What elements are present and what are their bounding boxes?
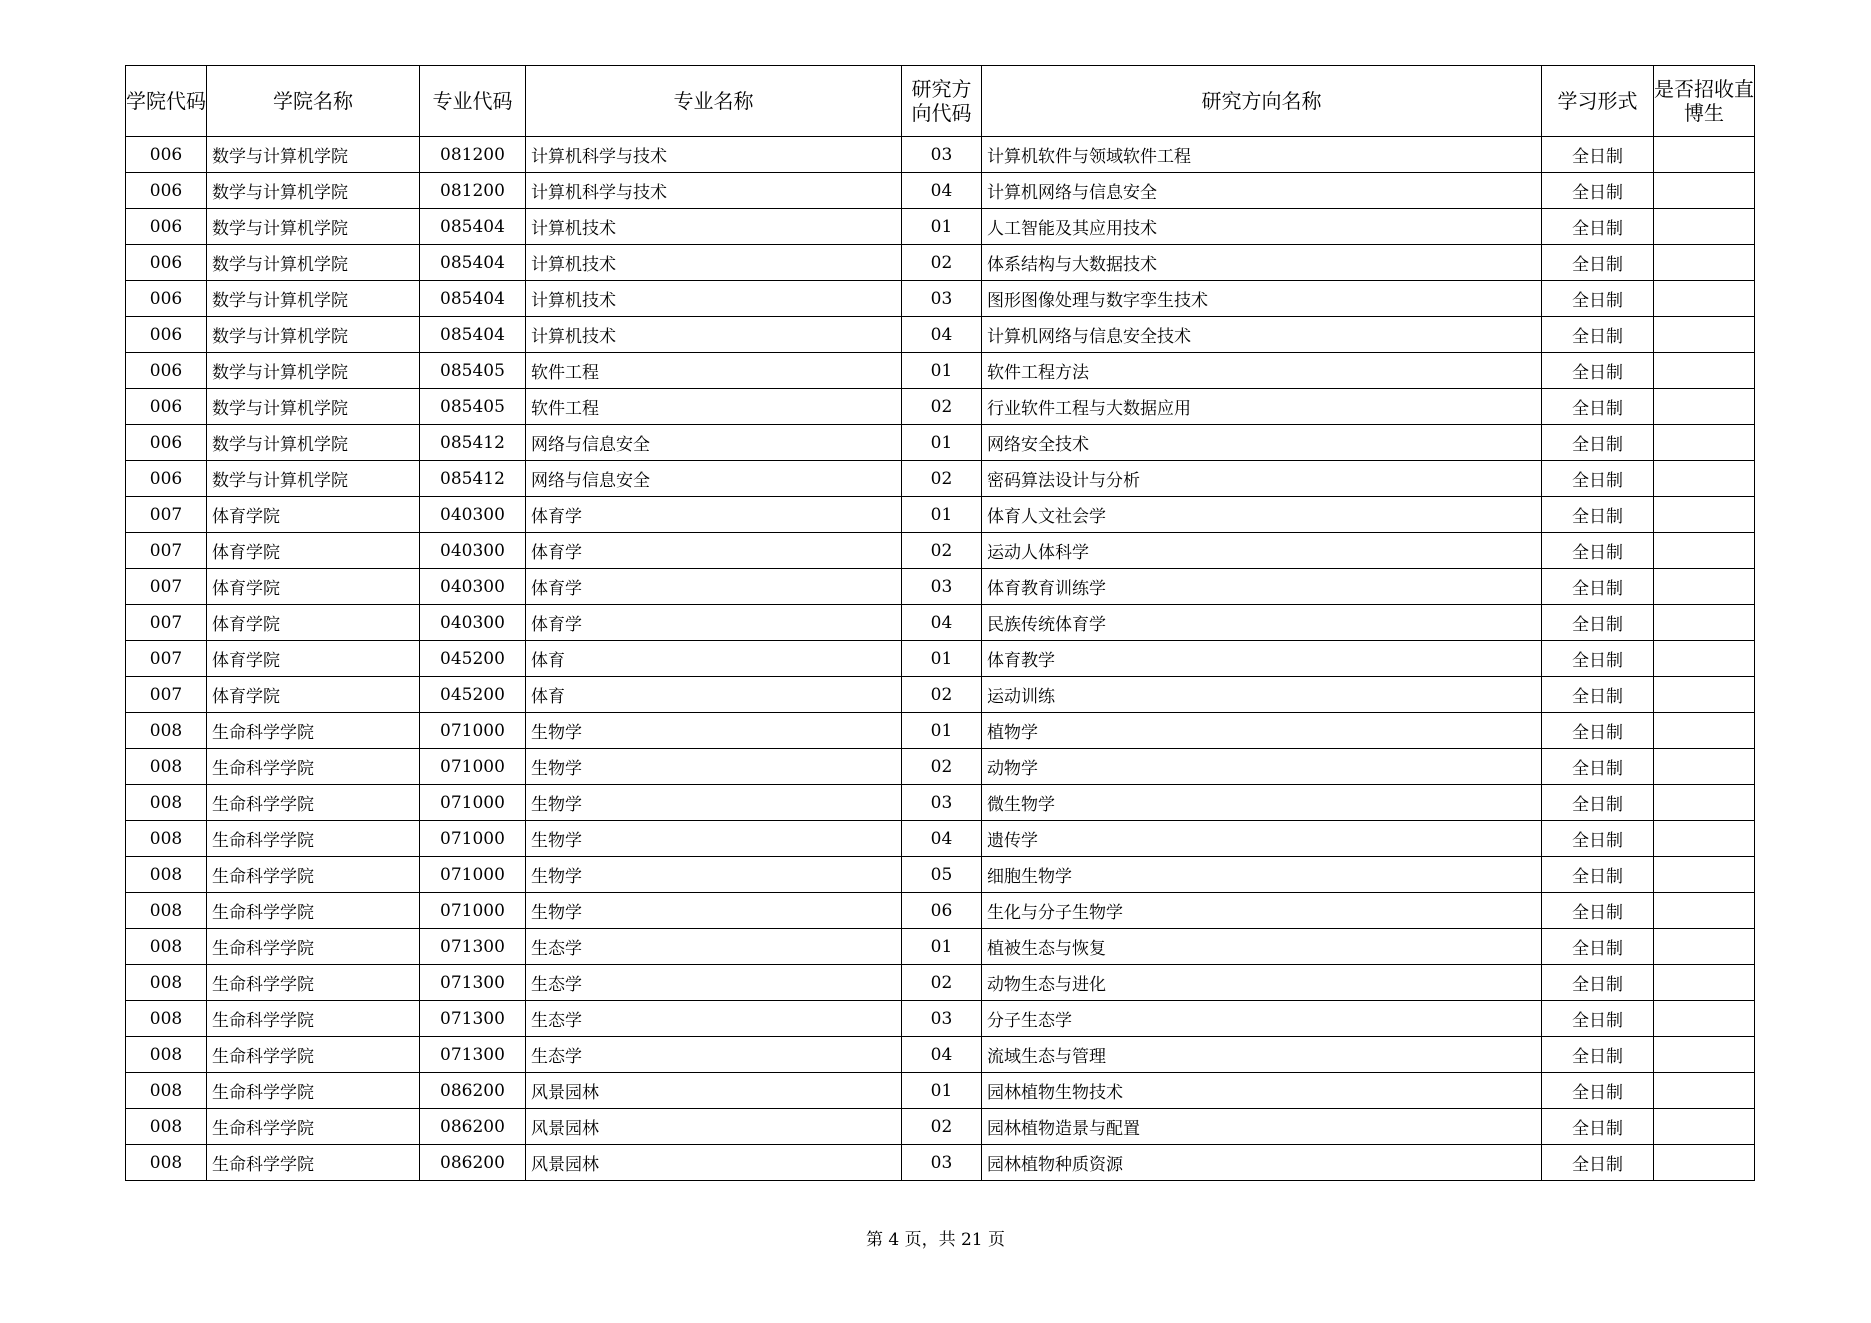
table-row <box>126 497 1755 533</box>
direction-code-cell: 01 <box>902 641 982 677</box>
direction-name-cell: 植被生态与恢复 <box>982 929 1542 965</box>
table-row <box>126 1037 1755 1073</box>
direct-phd-cell <box>1654 1145 1755 1181</box>
major-code-cell: 085412 <box>420 425 526 461</box>
college-name-cell: 生命科学学院 <box>207 857 420 893</box>
direct-phd-cell <box>1654 1037 1755 1073</box>
study-mode-cell: 全日制 <box>1542 965 1654 1001</box>
table-row <box>126 281 1755 317</box>
major-code-cell: 071000 <box>420 893 526 929</box>
table-row <box>126 173 1755 209</box>
college-code-cell: 006 <box>126 137 207 173</box>
major-name-cell: 体育学 <box>526 605 902 641</box>
study-mode-cell: 全日制 <box>1542 281 1654 317</box>
college-code-cell: 008 <box>126 1001 207 1037</box>
study-mode-cell: 全日制 <box>1542 1037 1654 1073</box>
direction-name-cell: 计算机网络与信息安全 <box>982 173 1542 209</box>
direct-phd-cell <box>1654 785 1755 821</box>
study-mode-cell: 全日制 <box>1542 1109 1654 1145</box>
major-name-cell: 计算机技术 <box>526 209 902 245</box>
direction-code-cell: 02 <box>902 1109 982 1145</box>
study-mode-cell: 全日制 <box>1542 245 1654 281</box>
college-code-cell: 007 <box>126 677 207 713</box>
direct-phd-cell <box>1654 497 1755 533</box>
direction-name-cell: 生化与分子生物学 <box>982 893 1542 929</box>
header-college-code: 学院代码 <box>126 66 207 137</box>
study-mode-cell: 全日制 <box>1542 497 1654 533</box>
direction-name-cell: 体育教学 <box>982 641 1542 677</box>
header-study-mode: 学习形式 <box>1542 66 1654 137</box>
major-code-cell: 040300 <box>420 605 526 641</box>
major-code-cell: 086200 <box>420 1109 526 1145</box>
direction-name-cell: 行业软件工程与大数据应用 <box>982 389 1542 425</box>
major-name-cell: 计算机技术 <box>526 245 902 281</box>
direction-name-cell: 园林植物造景与配置 <box>982 1109 1542 1145</box>
college-name-cell: 生命科学学院 <box>207 965 420 1001</box>
major-code-cell: 045200 <box>420 641 526 677</box>
major-code-cell: 071000 <box>420 713 526 749</box>
direction-code-cell: 04 <box>902 605 982 641</box>
major-name-cell: 生物学 <box>526 821 902 857</box>
college-code-cell: 007 <box>126 533 207 569</box>
college-name-cell: 数学与计算机学院 <box>207 461 420 497</box>
study-mode-cell: 全日制 <box>1542 1073 1654 1109</box>
direct-phd-cell <box>1654 281 1755 317</box>
table-row <box>126 929 1755 965</box>
direction-code-cell: 04 <box>902 173 982 209</box>
direction-code-cell: 03 <box>902 137 982 173</box>
major-name-cell: 计算机技术 <box>526 317 902 353</box>
college-code-cell: 006 <box>126 245 207 281</box>
direct-phd-cell <box>1654 1073 1755 1109</box>
study-mode-cell: 全日制 <box>1542 749 1654 785</box>
direction-name-cell: 细胞生物学 <box>982 857 1542 893</box>
college-name-cell: 生命科学学院 <box>207 713 420 749</box>
direct-phd-cell <box>1654 965 1755 1001</box>
direction-code-cell: 03 <box>902 1145 982 1181</box>
major-name-cell: 生态学 <box>526 1037 902 1073</box>
table-row <box>126 893 1755 929</box>
direct-phd-cell <box>1654 605 1755 641</box>
major-name-cell: 网络与信息安全 <box>526 425 902 461</box>
major-code-cell: 081200 <box>420 137 526 173</box>
major-code-cell: 045200 <box>420 677 526 713</box>
table-row <box>126 389 1755 425</box>
direction-code-cell: 06 <box>902 893 982 929</box>
college-name-cell: 数学与计算机学院 <box>207 209 420 245</box>
college-name-cell: 体育学院 <box>207 677 420 713</box>
college-code-cell: 006 <box>126 173 207 209</box>
table-row <box>126 965 1755 1001</box>
college-code-cell: 006 <box>126 425 207 461</box>
direction-code-cell: 04 <box>902 1037 982 1073</box>
direction-name-cell: 园林植物种质资源 <box>982 1145 1542 1181</box>
direct-phd-cell <box>1654 929 1755 965</box>
direction-code-cell: 01 <box>902 1073 982 1109</box>
direct-phd-cell <box>1654 857 1755 893</box>
major-code-cell: 086200 <box>420 1145 526 1181</box>
major-name-cell: 计算机技术 <box>526 281 902 317</box>
direction-name-cell: 运动人体科学 <box>982 533 1542 569</box>
table-row <box>126 1145 1755 1181</box>
table-row <box>126 785 1755 821</box>
college-name-cell: 生命科学学院 <box>207 1001 420 1037</box>
college-name-cell: 数学与计算机学院 <box>207 245 420 281</box>
major-name-cell: 生态学 <box>526 929 902 965</box>
study-mode-cell: 全日制 <box>1542 461 1654 497</box>
direct-phd-cell <box>1654 173 1755 209</box>
major-name-cell: 生态学 <box>526 965 902 1001</box>
table-row <box>126 857 1755 893</box>
direction-code-cell: 03 <box>902 785 982 821</box>
college-code-cell: 008 <box>126 749 207 785</box>
study-mode-cell: 全日制 <box>1542 857 1654 893</box>
college-code-cell: 008 <box>126 1145 207 1181</box>
college-name-cell: 生命科学学院 <box>207 785 420 821</box>
major-code-cell: 071000 <box>420 785 526 821</box>
table-row <box>126 425 1755 461</box>
header-direction-name: 研究方向名称 <box>982 66 1542 137</box>
college-name-cell: 数学与计算机学院 <box>207 317 420 353</box>
major-code-cell: 071000 <box>420 857 526 893</box>
college-code-cell: 008 <box>126 965 207 1001</box>
study-mode-cell: 全日制 <box>1542 605 1654 641</box>
direction-name-cell: 体育教育训练学 <box>982 569 1542 605</box>
study-mode-cell: 全日制 <box>1542 173 1654 209</box>
college-name-cell: 生命科学学院 <box>207 929 420 965</box>
college-code-cell: 008 <box>126 1073 207 1109</box>
study-mode-cell: 全日制 <box>1542 425 1654 461</box>
major-code-cell: 085405 <box>420 353 526 389</box>
direct-phd-cell <box>1654 317 1755 353</box>
direction-code-cell: 03 <box>902 281 982 317</box>
header-direct-phd: 是否招收直博生 <box>1654 66 1755 137</box>
college-name-cell: 体育学院 <box>207 605 420 641</box>
college-name-cell: 体育学院 <box>207 497 420 533</box>
table-row <box>126 821 1755 857</box>
direct-phd-cell <box>1654 389 1755 425</box>
direct-phd-cell <box>1654 461 1755 497</box>
major-name-cell: 体育 <box>526 641 902 677</box>
direct-phd-cell <box>1654 749 1755 785</box>
table-header-row <box>126 66 1755 137</box>
direction-name-cell: 民族传统体育学 <box>982 605 1542 641</box>
direct-phd-cell <box>1654 893 1755 929</box>
direction-code-cell: 02 <box>902 245 982 281</box>
college-code-cell: 006 <box>126 389 207 425</box>
direction-code-cell: 02 <box>902 965 982 1001</box>
college-name-cell: 生命科学学院 <box>207 893 420 929</box>
direction-code-cell: 05 <box>902 857 982 893</box>
direction-name-cell: 园林植物生物技术 <box>982 1073 1542 1109</box>
table-row <box>126 605 1755 641</box>
table-row <box>126 641 1755 677</box>
direction-code-cell: 02 <box>902 461 982 497</box>
direction-name-cell: 动物生态与进化 <box>982 965 1542 1001</box>
major-code-cell: 040300 <box>420 569 526 605</box>
direction-name-cell: 微生物学 <box>982 785 1542 821</box>
college-code-cell: 007 <box>126 641 207 677</box>
direct-phd-cell <box>1654 245 1755 281</box>
direct-phd-cell <box>1654 641 1755 677</box>
college-name-cell: 生命科学学院 <box>207 1109 420 1145</box>
table-row <box>126 353 1755 389</box>
major-name-cell: 体育学 <box>526 533 902 569</box>
direction-name-cell: 计算机网络与信息安全技术 <box>982 317 1542 353</box>
direction-code-cell: 02 <box>902 677 982 713</box>
college-name-cell: 生命科学学院 <box>207 1037 420 1073</box>
study-mode-cell: 全日制 <box>1542 641 1654 677</box>
header-major-code: 专业代码 <box>420 66 526 137</box>
table-row <box>126 713 1755 749</box>
table-row <box>126 245 1755 281</box>
table-body <box>126 137 1755 1181</box>
direct-phd-cell <box>1654 353 1755 389</box>
table-row <box>126 569 1755 605</box>
major-name-cell: 体育 <box>526 677 902 713</box>
major-name-cell: 生物学 <box>526 713 902 749</box>
direct-phd-cell <box>1654 821 1755 857</box>
table-row <box>126 677 1755 713</box>
direction-name-cell: 流域生态与管理 <box>982 1037 1542 1073</box>
college-code-cell: 006 <box>126 353 207 389</box>
major-code-cell: 071300 <box>420 965 526 1001</box>
program-table <box>125 65 1755 1181</box>
major-name-cell: 体育学 <box>526 569 902 605</box>
college-code-cell: 006 <box>126 317 207 353</box>
study-mode-cell: 全日制 <box>1542 137 1654 173</box>
major-code-cell: 085412 <box>420 461 526 497</box>
college-name-cell: 体育学院 <box>207 641 420 677</box>
college-name-cell: 生命科学学院 <box>207 1145 420 1181</box>
direction-code-cell: 04 <box>902 317 982 353</box>
college-code-cell: 007 <box>126 605 207 641</box>
direct-phd-cell <box>1654 425 1755 461</box>
direction-code-cell: 02 <box>902 389 982 425</box>
table-row <box>126 533 1755 569</box>
direct-phd-cell <box>1654 209 1755 245</box>
study-mode-cell: 全日制 <box>1542 209 1654 245</box>
college-code-cell: 008 <box>126 785 207 821</box>
direction-code-cell: 01 <box>902 713 982 749</box>
header-direction-code: 研究方向代码 <box>902 66 982 137</box>
direct-phd-cell <box>1654 137 1755 173</box>
college-code-cell: 008 <box>126 893 207 929</box>
direction-name-cell: 遗传学 <box>982 821 1542 857</box>
college-name-cell: 生命科学学院 <box>207 1073 420 1109</box>
study-mode-cell: 全日制 <box>1542 317 1654 353</box>
table-row <box>126 317 1755 353</box>
major-name-cell: 软件工程 <box>526 389 902 425</box>
table-row <box>126 1073 1755 1109</box>
major-code-cell: 040300 <box>420 497 526 533</box>
direction-code-cell: 04 <box>902 821 982 857</box>
major-code-cell: 071300 <box>420 1001 526 1037</box>
major-code-cell: 071300 <box>420 929 526 965</box>
major-name-cell: 生物学 <box>526 857 902 893</box>
study-mode-cell: 全日制 <box>1542 677 1654 713</box>
major-code-cell: 081200 <box>420 173 526 209</box>
study-mode-cell: 全日制 <box>1542 785 1654 821</box>
major-name-cell: 风景园林 <box>526 1145 902 1181</box>
college-name-cell: 数学与计算机学院 <box>207 389 420 425</box>
major-name-cell: 软件工程 <box>526 353 902 389</box>
major-code-cell: 071300 <box>420 1037 526 1073</box>
direction-name-cell: 体系结构与大数据技术 <box>982 245 1542 281</box>
header-college-name: 学院名称 <box>207 66 420 137</box>
college-code-cell: 006 <box>126 461 207 497</box>
page-number: 第 4 页，共 21 页 <box>865 1230 1006 1250</box>
major-code-cell: 085404 <box>420 209 526 245</box>
college-code-cell: 008 <box>126 713 207 749</box>
direction-name-cell: 图形图像处理与数字孪生技术 <box>982 281 1542 317</box>
direction-name-cell: 网络安全技术 <box>982 425 1542 461</box>
study-mode-cell: 全日制 <box>1542 713 1654 749</box>
study-mode-cell: 全日制 <box>1542 389 1654 425</box>
direction-name-cell: 人工智能及其应用技术 <box>982 209 1542 245</box>
college-code-cell: 007 <box>126 569 207 605</box>
college-code-cell: 007 <box>126 497 207 533</box>
major-name-cell: 生态学 <box>526 1001 902 1037</box>
major-code-cell: 040300 <box>420 533 526 569</box>
direction-name-cell: 体育人文社会学 <box>982 497 1542 533</box>
direction-name-cell: 植物学 <box>982 713 1542 749</box>
table-row <box>126 137 1755 173</box>
major-code-cell: 086200 <box>420 1073 526 1109</box>
direction-code-cell: 02 <box>902 749 982 785</box>
college-code-cell: 008 <box>126 857 207 893</box>
direct-phd-cell <box>1654 1001 1755 1037</box>
college-code-cell: 006 <box>126 281 207 317</box>
major-name-cell: 风景园林 <box>526 1109 902 1145</box>
major-name-cell: 网络与信息安全 <box>526 461 902 497</box>
major-code-cell: 071000 <box>420 749 526 785</box>
college-name-cell: 体育学院 <box>207 533 420 569</box>
major-code-cell: 085405 <box>420 389 526 425</box>
header-major-name: 专业名称 <box>526 66 902 137</box>
college-code-cell: 008 <box>126 1109 207 1145</box>
direction-code-cell: 01 <box>902 425 982 461</box>
college-code-cell: 008 <box>126 929 207 965</box>
college-name-cell: 生命科学学院 <box>207 821 420 857</box>
study-mode-cell: 全日制 <box>1542 929 1654 965</box>
study-mode-cell: 全日制 <box>1542 893 1654 929</box>
college-name-cell: 数学与计算机学院 <box>207 353 420 389</box>
study-mode-cell: 全日制 <box>1542 1145 1654 1181</box>
direct-phd-cell <box>1654 569 1755 605</box>
direction-code-cell: 01 <box>902 497 982 533</box>
direct-phd-cell <box>1654 677 1755 713</box>
direct-phd-cell <box>1654 533 1755 569</box>
table-row <box>126 1001 1755 1037</box>
major-code-cell: 085404 <box>420 245 526 281</box>
table-row <box>126 1109 1755 1145</box>
college-name-cell: 数学与计算机学院 <box>207 281 420 317</box>
major-code-cell: 085404 <box>420 317 526 353</box>
table-row <box>126 461 1755 497</box>
major-name-cell: 体育学 <box>526 497 902 533</box>
major-name-cell: 风景园林 <box>526 1073 902 1109</box>
major-code-cell: 085404 <box>420 281 526 317</box>
direction-name-cell: 计算机软件与领域软件工程 <box>982 137 1542 173</box>
direct-phd-cell <box>1654 713 1755 749</box>
college-code-cell: 008 <box>126 1037 207 1073</box>
table-row <box>126 209 1755 245</box>
study-mode-cell: 全日制 <box>1542 821 1654 857</box>
direction-name-cell: 密码算法设计与分析 <box>982 461 1542 497</box>
college-code-cell: 008 <box>126 821 207 857</box>
major-name-cell: 生物学 <box>526 749 902 785</box>
study-mode-cell: 全日制 <box>1542 533 1654 569</box>
direction-name-cell: 软件工程方法 <box>982 353 1542 389</box>
college-name-cell: 体育学院 <box>207 569 420 605</box>
college-name-cell: 数学与计算机学院 <box>207 425 420 461</box>
major-code-cell: 071000 <box>420 821 526 857</box>
direction-code-cell: 01 <box>902 929 982 965</box>
major-name-cell: 生物学 <box>526 785 902 821</box>
direction-name-cell: 分子生态学 <box>982 1001 1542 1037</box>
college-code-cell: 006 <box>126 209 207 245</box>
college-name-cell: 生命科学学院 <box>207 749 420 785</box>
college-name-cell: 数学与计算机学院 <box>207 137 420 173</box>
direction-code-cell: 01 <box>902 209 982 245</box>
college-name-cell: 数学与计算机学院 <box>207 173 420 209</box>
study-mode-cell: 全日制 <box>1542 1001 1654 1037</box>
table-row <box>126 749 1755 785</box>
major-name-cell: 计算机科学与技术 <box>526 173 902 209</box>
direction-code-cell: 02 <box>902 533 982 569</box>
major-name-cell: 计算机科学与技术 <box>526 137 902 173</box>
direction-code-cell: 01 <box>902 353 982 389</box>
direction-name-cell: 运动训练 <box>982 677 1542 713</box>
study-mode-cell: 全日制 <box>1542 569 1654 605</box>
direction-code-cell: 03 <box>902 1001 982 1037</box>
major-name-cell: 生物学 <box>526 893 902 929</box>
direction-name-cell: 动物学 <box>982 749 1542 785</box>
direction-code-cell: 03 <box>902 569 982 605</box>
study-mode-cell: 全日制 <box>1542 353 1654 389</box>
direct-phd-cell <box>1654 1109 1755 1145</box>
